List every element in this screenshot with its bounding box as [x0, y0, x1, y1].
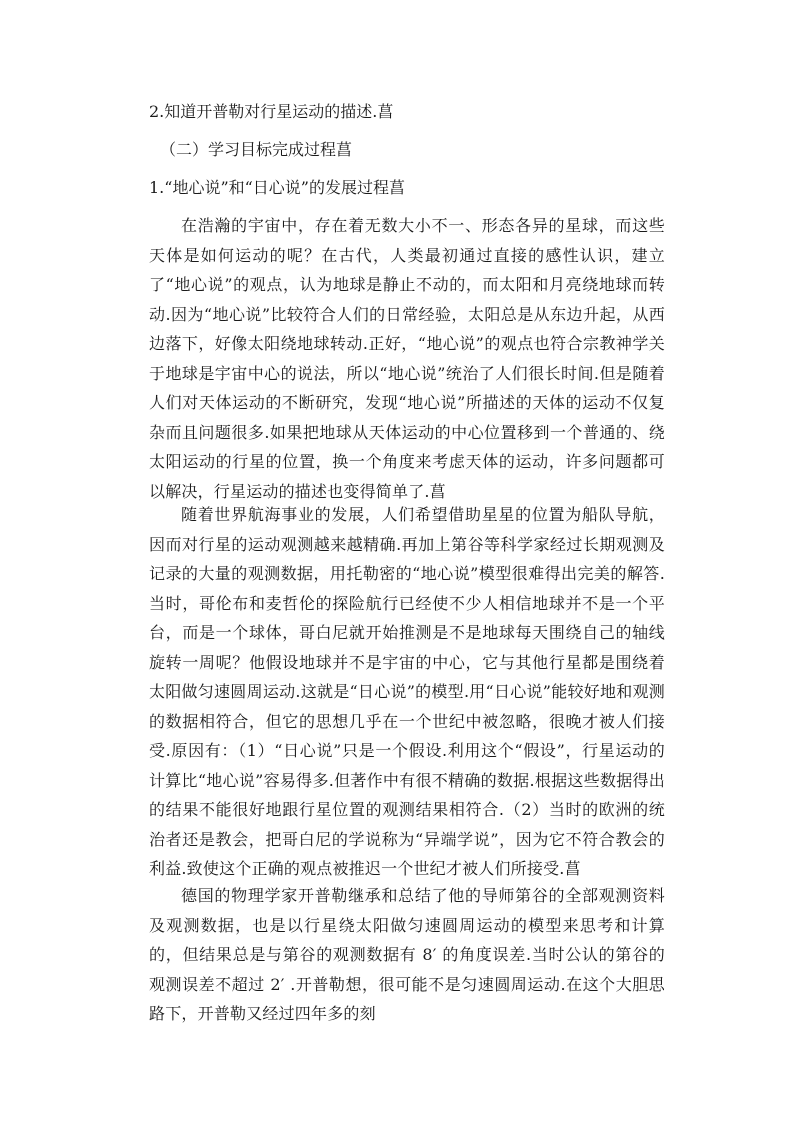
section-heading-process: （二）学习目标完成过程菖 [160, 140, 353, 159]
learning-objective-2: 2.知道开普勒对行星运动的描述.菖 [149, 102, 394, 121]
paragraph-geocentric-theory: 在浩瀚的宇宙中，存在着无数大小不一、形态各异的星球，而这些天体是如何运动的呢？在古代，人类最初通过直接的感性认识，建立了“地心说”的观点，认为地球是静止不动的，而太阳和月亮绕地球而转动.因为“地心说”比较符合人们的日常经验，太阳总是从东边升起，从西边落下，好像太阳绕地球转动.正好，“地心说”的观点也符合宗教神学关于地球是宇宙中心的说法，所以“地心说”统治了人们很长时间.但是随着人们对天体运动的不断研究，发现“地心说”所描述的天体的运动不仅复杂而且问题很多.如果把地球从天体运动的中心位置移到一个普通的、绕太阳运动的行星的位置，换一个角度来考虑天体的运动，许多问题都可以解决，行星运动的描述也变得简单了.菖 [149, 216, 665, 501]
paragraph-kepler: 德国的物理学家开普勒继承和总结了他的导师第谷的全部观测资料及观测数据，也是以行星绕太阳做匀速圆周运动的模型来思考和计算的，但结果总是与第谷的观测数据有 8′ 的角度误差.当时公认的第谷的观测误差不超过 2′ .开普勒想，很可能不是匀速圆周运动.在这个大胆思路下，开普勒又经过四年多的刻 [149, 886, 665, 1023]
paragraph-heliocentric-theory: 随着世界航海事业的发展，人们希望借助星星的位置为船队导航，因而对行星的运动观测越来越精确.再加上第谷等科学家经过长期观测及记录的大量的观测数据，用托勒密的“地心说”模型很难得出完美的解答.当时，哥伦布和麦哲伦的探险航行已经使不少人相信地球并不是一个平台，而是一个球体，哥白尼就开始推测是不是地球每天围绕自己的轴线旋转一周呢？他假设地球并不是宇宙的中心，它与其他行星都是围绕着太阳做匀速圆周运动.这就是“日心说”的模型.用“日心说”能较好地和观测的数据相符合，但它的思想几乎在一个世纪中被忽略，很晚才被人们接受.原因有：（1）“日心说”只是一个假设.利用这个“假设”，行星运动的计算比“地心说”容易得多.但著作中有很不精确的数据.根据这些数据得出的结果不能很好地跟行星位置的观测结果相符合.（2）当时的欧洲的统治者还是教会，把哥白尼的学说称为“异端学说”，因为它不符合教会的利益.致使这个正确的观点被推迟一个世纪才被人们所接受.菖 [149, 505, 665, 878]
subsection-heading-geocentric-heliocentric: 1.“地心说”和“日心说”的发展过程菖 [149, 178, 405, 197]
